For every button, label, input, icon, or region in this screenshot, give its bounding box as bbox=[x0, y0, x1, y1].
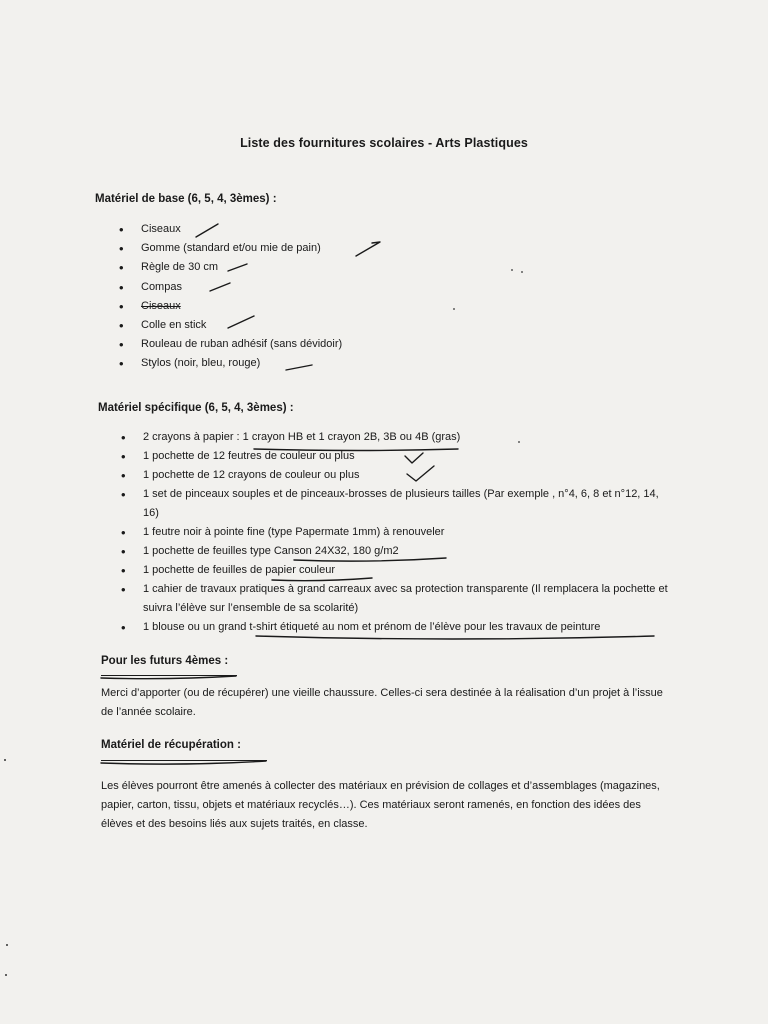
recovery-materials-heading: Matériel de récupération : bbox=[101, 739, 241, 751]
list-item: • Rouleau de ruban adhésif (sans dévidoir) bbox=[115, 335, 342, 354]
list-item: • Compas bbox=[115, 278, 342, 297]
list-item: • 1 set de pinceaux souples et de pinceaux-brosses de plusieurs tailles (Par exemple , n°4, 6, 8 et n°12, 14, 16) bbox=[117, 485, 677, 523]
list-item: • Gomme (standard et/ou mie de pain) bbox=[115, 239, 342, 258]
speck bbox=[5, 974, 7, 976]
basic-materials-heading: Matériel de base (6, 5, 4, 3èmes) : bbox=[95, 193, 277, 205]
list-item: • 1 cahier de travaux pratiques à grand carreaux avec sa protection transparente (Il remplacera la pochette et suivra l’élève sur l’ensemble de sa scolarité) bbox=[117, 580, 677, 618]
hand-underline bbox=[101, 761, 266, 764]
heading-underline bbox=[101, 760, 267, 761]
list-item: • 1 pochette de 12 feutres de couleur ou plus bbox=[117, 447, 677, 466]
list-item: • Ciseaux bbox=[115, 220, 342, 239]
list-item: • 1 pochette de feuilles type Canson 24X32, 180 g/m2 bbox=[117, 542, 677, 561]
future-4emes-text: Merci d’apporter (ou de récupérer) une vieille chaussure. Celles-ci sera destinée à la réalisation d’un projet à l’issue de l’année scolaire. bbox=[101, 687, 663, 718]
struck-item-text: Ciseaux bbox=[141, 299, 181, 312]
list-item: • Colle en stick bbox=[115, 316, 342, 335]
list-item: • Stylos (noir, bleu, rouge) bbox=[115, 354, 342, 373]
speck bbox=[453, 308, 455, 310]
list-item: • 1 pochette de 12 crayons de couleur ou plus bbox=[117, 466, 677, 485]
list-item: • 1 feutre noir à pointe fine (type Papermate 1mm) à renouveler bbox=[117, 523, 677, 542]
document-title: Liste des fournitures scolaires - Arts Plastiques bbox=[240, 136, 528, 150]
speck bbox=[6, 944, 8, 946]
check-mark-icon bbox=[356, 242, 380, 256]
basic-materials-list bbox=[115, 220, 342, 374]
list-item: • 2 crayons à papier : 1 crayon HB et 1 crayon 2B, 3B ou 4B (gras) bbox=[117, 428, 677, 447]
speck bbox=[521, 271, 523, 273]
heading-underline bbox=[101, 675, 237, 676]
speck bbox=[511, 269, 513, 271]
list-item: • Règle de 30 cm bbox=[115, 258, 342, 277]
list-item: • 1 blouse ou un grand t-shirt étiqueté au nom et prénom de l’élève pour les travaux de peinture bbox=[117, 618, 677, 637]
speck bbox=[4, 759, 6, 761]
future-4emes-heading: Pour les futurs 4èmes : bbox=[101, 655, 229, 667]
recovery-materials-text: Les élèves pourront être amenés à collecter des matériaux en prévision de collages et d’assemblages (magazines, papier, carton, tissu, objets et matériaux recyclés…). Ces matériaux seront ramenés, en fonction des idées des élèves et des besoins liés aux sujets traités, en classe. bbox=[101, 780, 660, 830]
hand-underline bbox=[101, 676, 236, 679]
list-item bbox=[115, 297, 342, 316]
specific-materials-list bbox=[117, 428, 677, 637]
specific-materials-heading: Matériel spécifique (6, 5, 4, 3èmes) : bbox=[98, 402, 294, 414]
list-item: • 1 pochette de feuilles de papier couleur bbox=[117, 561, 677, 580]
